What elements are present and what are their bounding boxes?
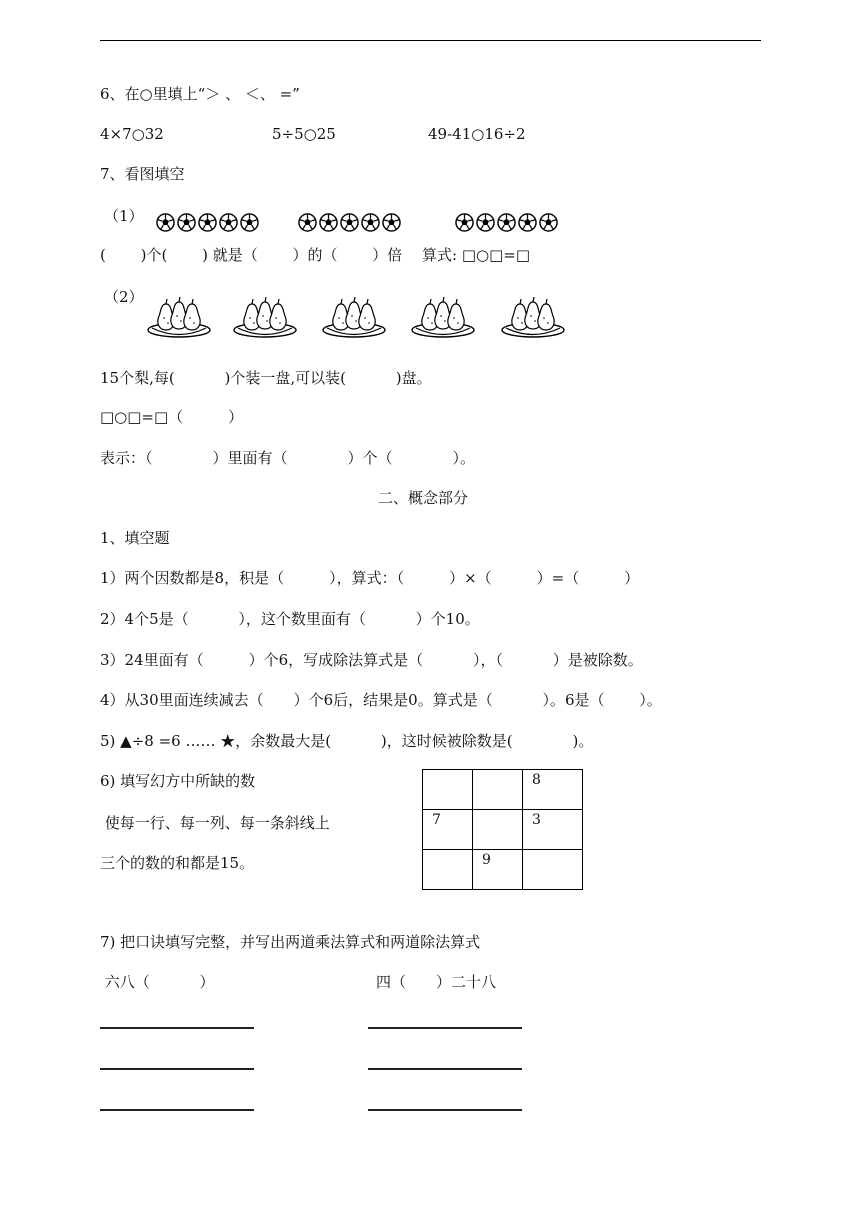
q6-item-2: 5÷5○25	[272, 125, 336, 143]
answer-line[interactable]	[100, 1027, 254, 1029]
magic-line-3: 三个的数的和都是15。	[100, 854, 255, 872]
football-icon	[497, 213, 516, 232]
football-icon	[340, 213, 359, 232]
football-group-1	[156, 212, 261, 234]
magic-cell[interactable]	[473, 770, 523, 810]
football-icon	[156, 213, 175, 232]
fill-item-4: 4）从30里面连续减去（ ）个6后，结果是0。算式是（ ）。6是（ ）。	[100, 691, 662, 709]
football-icon	[382, 213, 401, 232]
football-icon	[319, 213, 338, 232]
football-icon	[240, 213, 259, 232]
football-icon	[198, 213, 217, 232]
answer-line[interactable]	[368, 1109, 522, 1111]
rhyme-right: 四（ ）二十八	[376, 973, 497, 991]
pear-plate-icon	[321, 296, 387, 342]
football-icon	[219, 213, 238, 232]
answer-line[interactable]	[100, 1109, 254, 1111]
magic-line-1: 6) 填写幻方中所缺的数	[100, 772, 256, 790]
magic-cell[interactable]	[523, 850, 583, 890]
football-icon	[298, 213, 317, 232]
q6-title: 6、在○里填上“＞ 、 ＜、 =”	[100, 85, 300, 103]
q7-part2-label: （2）	[104, 288, 144, 306]
football-icon	[518, 213, 537, 232]
answer-line[interactable]	[368, 1068, 522, 1070]
q7-part2-sentence: 15个梨,每( )个装一盘,可以装( )盘。	[100, 369, 432, 387]
magic-cell[interactable]	[423, 850, 473, 890]
magic-cell[interactable]: 3	[523, 810, 583, 850]
q7-part2-meaning: 表示：（ ）里面有（ ）个（ ）。	[100, 449, 476, 467]
q6-item-1: 4×7○32	[100, 125, 164, 143]
football-icon	[476, 213, 495, 232]
magic-square-grid	[422, 769, 583, 890]
section2-title: 二、概念部分	[378, 489, 469, 507]
fill-item-1: 1）两个因数都是8，积是（ ），算式：（ ）×（ ）=（ ）	[100, 569, 640, 587]
q7-part1-label: （1）	[104, 207, 144, 225]
header-rule	[100, 40, 761, 41]
section2-sub1: 1、填空题	[100, 529, 170, 547]
football-group-2	[298, 212, 403, 234]
football-group-3	[455, 212, 560, 234]
fill-item-5: 5) ▲÷8 =6 …… ★，余数最大是( )，这时候被除数是( )。	[100, 732, 594, 750]
magic-cell[interactable]: 9	[473, 850, 523, 890]
q6-item-3: 49-41○16÷2	[428, 125, 526, 143]
magic-line-2: 使每一行、每一列、每一条斜线上	[100, 814, 330, 832]
magic-cell[interactable]	[473, 810, 523, 850]
rhyme-left: 六八（ ）	[100, 973, 215, 991]
magic-cell[interactable]: 8	[523, 770, 583, 810]
q7b-title: 7) 把口诀填写完整，并写出两道乘法算式和两道除法算式	[100, 933, 481, 951]
football-icon	[539, 213, 558, 232]
pear-plate-icon	[410, 296, 476, 342]
pear-plate-icon	[146, 296, 212, 342]
answer-line[interactable]	[100, 1068, 254, 1070]
q7-part2-formula: □○□=□（ ）	[100, 408, 244, 426]
football-icon	[455, 213, 474, 232]
pear-plate-icon	[500, 296, 566, 342]
answer-line[interactable]	[368, 1027, 522, 1029]
q7-title: 7、看图填空	[100, 165, 185, 183]
fill-item-2: 2）4个5是（ ），这个数里面有（ ）个10。	[100, 610, 480, 628]
q7-part1-sentence: ( )个( ) 就是（ ）的（ ）倍 算式: □○□=□	[100, 246, 531, 264]
football-icon	[361, 213, 380, 232]
magic-cell[interactable]: 7	[423, 810, 473, 850]
fill-item-3: 3）24里面有（ ）个6，写成除法算式是（ ），（ ）是被除数。	[100, 651, 643, 669]
pear-plate-icon	[232, 296, 298, 342]
football-icon	[177, 213, 196, 232]
magic-cell[interactable]	[423, 770, 473, 810]
